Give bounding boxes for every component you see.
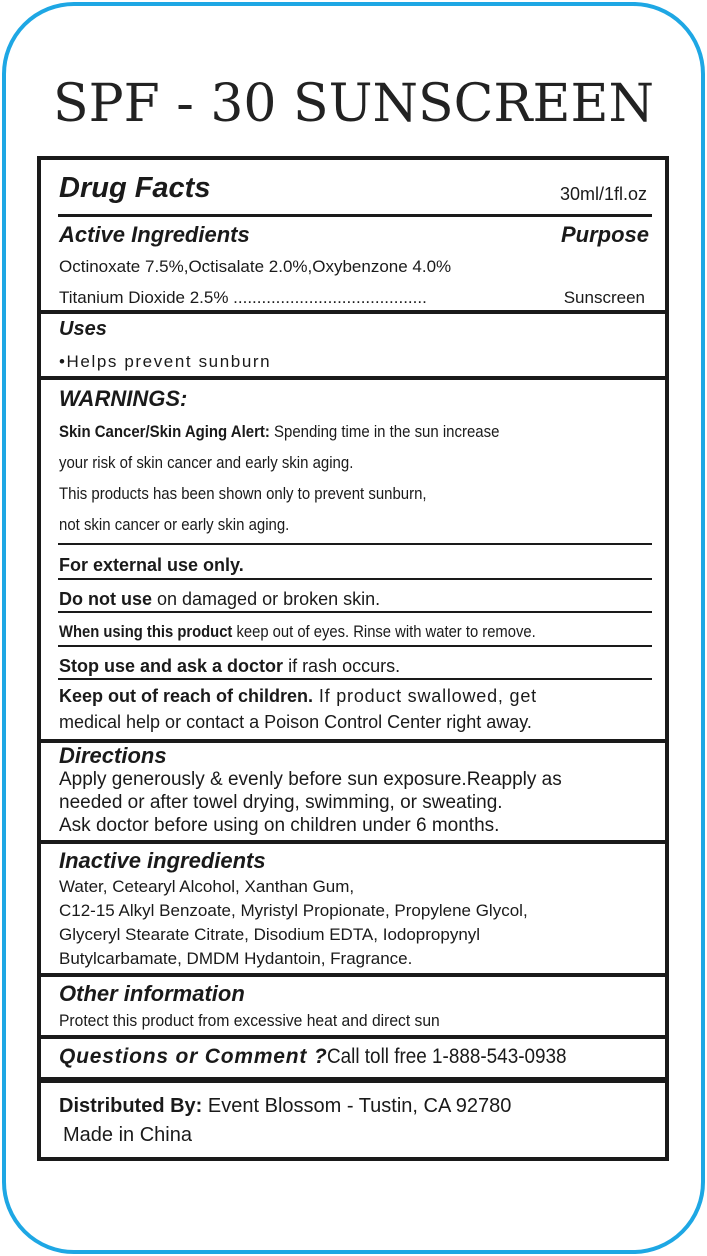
stop-use-bold: Stop use and ask a doctor	[59, 656, 284, 676]
directions-heading: Directions	[59, 743, 167, 768]
divider	[58, 678, 652, 680]
external-use: For external use only.	[59, 555, 244, 575]
section-bar	[41, 1035, 665, 1039]
active-line-1: Octinoxate 7.5%,Octisalate 2.0%,Oxybenzone 4.0%	[59, 257, 452, 276]
purpose-value: Sunscreen	[563, 288, 645, 307]
alert-text: Spending time in the sun increase	[269, 422, 500, 441]
other-info-heading: Other information	[59, 981, 245, 1006]
inactive-line: Glyceryl Stearate Citrate, Disodium EDTA, Iodopropynyl	[59, 925, 481, 944]
uses-item: •Helps prevent sunburn	[59, 352, 272, 371]
inactive-line: Butylcarbamate, DMDM Hydantoin, Fragrance.	[59, 949, 413, 968]
section-bar	[41, 1077, 665, 1083]
divider	[58, 645, 652, 647]
keep-out-line-2: medical help or contact a Poison Control Center right away.	[59, 712, 532, 732]
inactive-line: Water, Cetearyl Alcohol, Xanthan Gum,	[59, 877, 355, 896]
divider	[58, 578, 652, 580]
warnings-heading: WARNINGS:	[59, 386, 188, 411]
directions-line: Apply generously & evenly before sun exposure.Reapply as	[59, 769, 562, 790]
do-not-use-text: on damaged or broken skin.	[152, 589, 381, 609]
origin: Made in China	[63, 1124, 192, 1146]
purpose-heading: Purpose	[560, 222, 649, 247]
alert-line-2: your risk of skin cancer and early skin aging.	[59, 453, 354, 472]
active-ingredients-heading: Active Ingredients	[59, 222, 250, 247]
inactive-heading: Inactive ingredients	[59, 848, 266, 873]
section-bar	[41, 840, 665, 844]
distributor-label: Distributed By:	[59, 1095, 203, 1117]
phone-text: Call toll free 1-888-543-0938	[327, 1045, 568, 1068]
drug-facts-heading: Drug Facts	[59, 172, 211, 204]
directions-line: needed or after towel drying, swimming, or sweating.	[59, 792, 503, 813]
questions-heading: Questions or Comment ?	[59, 1045, 328, 1068]
distributor-text: Event Blossom - Tustin, CA 92780	[202, 1095, 512, 1117]
do-not-use-bold: Do not use	[59, 589, 152, 609]
stop-use-text: if rash occurs.	[283, 656, 401, 676]
other-info-text: Protect this product from excessive heat and direct sun	[59, 1011, 440, 1030]
alert-line-4: not skin cancer or early skin aging.	[59, 515, 290, 534]
product-title: SPF - 30 SUNSCREEN	[53, 74, 654, 134]
section-bar	[41, 310, 665, 314]
section-bar	[41, 973, 665, 977]
inactive-line: C12-15 Alkyl Benzoate, Myristyl Propionate, Propylene Glycol,	[59, 901, 528, 920]
divider	[58, 543, 652, 545]
alert-line-3: This products has been shown only to prevent sunburn,	[59, 484, 427, 503]
directions-line: Ask doctor before using on children under 6 months.	[59, 815, 500, 836]
uses-heading: Uses	[59, 318, 107, 340]
divider	[58, 611, 652, 613]
drug-facts-panel	[37, 156, 669, 1161]
divider	[58, 214, 652, 217]
keep-out-text: If product swallowed, get	[313, 686, 537, 706]
active-line-2: Titanium Dioxide 2.5% .........................................	[59, 288, 427, 307]
alert-bold: Skin Cancer/Skin Aging Alert:	[59, 422, 270, 441]
when-using-text: keep out of eyes. Rinse with water to remove.	[232, 622, 536, 641]
keep-out-bold: Keep out of reach of children.	[59, 686, 314, 706]
active-ingredients-section	[41, 160, 665, 310]
section-bar	[41, 376, 665, 380]
package-size: 30ml/1fl.oz	[559, 184, 647, 204]
when-using-bold: When using this product	[59, 622, 233, 641]
